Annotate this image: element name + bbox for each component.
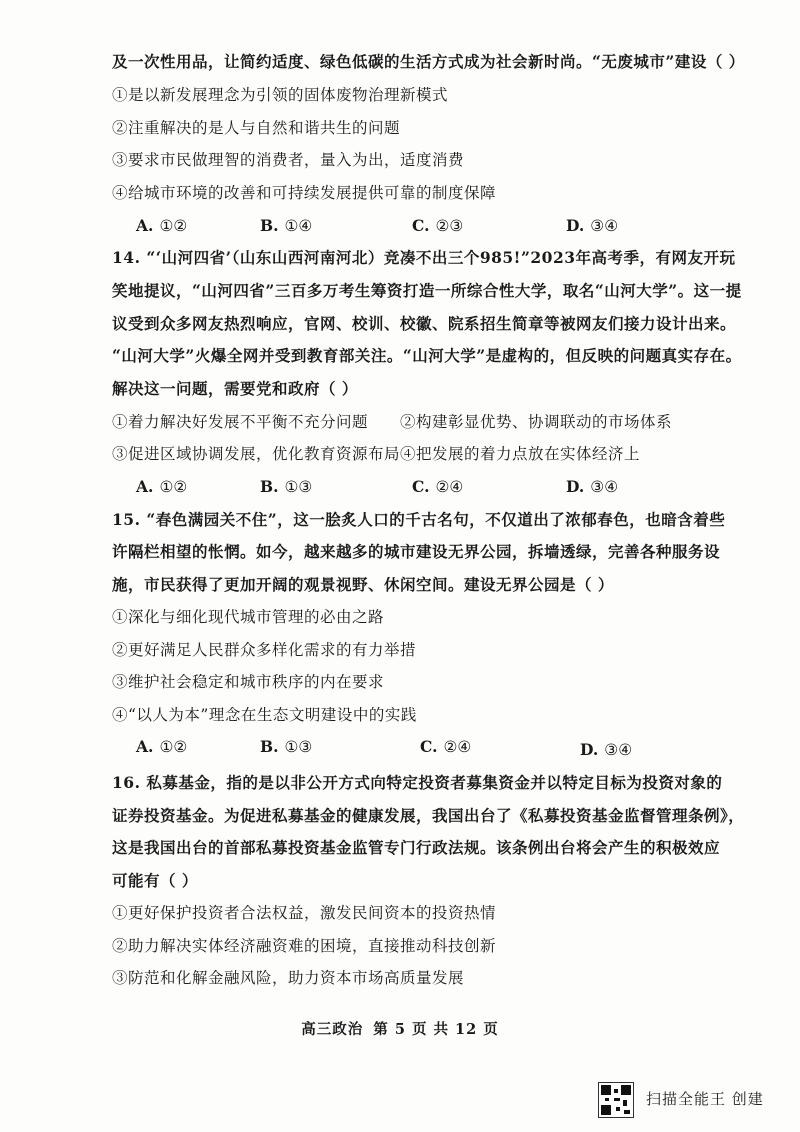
q16-statement-1: ①更好保护投资者合法权益，激发民间资本的投资热情	[112, 904, 497, 922]
qr-code-icon	[598, 1082, 634, 1118]
q13-statement-1: ①是以新发展理念为引领的固体废物治理新模式	[112, 86, 449, 104]
q14-option-b: B. ①③	[260, 477, 313, 496]
q15-option-d: D. ③④	[580, 740, 633, 759]
q15-stem-line-2: 许隔栏相望的怅惘。如今，越来越多的城市建设无界公园，拆墙透绿，完善各种服务设	[112, 542, 721, 561]
q15-option-a: A. ①②	[136, 737, 188, 756]
q15-stem-line-1: 15. “春色满园关不住”，这一脍炙人口的千古名句，不仅道出了浓郁春色，也暗含着些	[112, 510, 726, 529]
q15-statement-3: ③维护社会稳定和城市秩序的内在要求	[112, 673, 385, 691]
q15-statement-1: ①深化与细化现代城市管理的必由之路	[112, 608, 385, 626]
q16-stem-line-1: 16. 私募基金，指的是以非公开方式向特定投资者募集资金并以特定目标为投资对象的	[112, 773, 723, 792]
q14-option-a: A. ①②	[136, 477, 188, 496]
footer-subject: 高三政治	[301, 1021, 364, 1038]
q16-statement-2: ②助力解决实体经济融资难的困境，直接推动科技创新	[112, 937, 497, 955]
page-footer	[0, 1018, 800, 1039]
q14-stem-line-2: 笑地提议，“山河四省”三百多万考生筹资打造一所综合性大学，取名“山河大学”。这一提	[112, 281, 742, 300]
q15-option-c: C. ②④	[420, 737, 472, 756]
q14-stem-line-4: “山河大学”火爆全网并受到教育部关注。“山河大学”是虚构的，但反映的问题真实存在。	[112, 346, 742, 365]
q13-option-d: D. ③④	[566, 216, 619, 235]
q14-stem-line-1: 14. “‘山河四省’（山东山西河南河北）竞凑不出三个985!”2023年高考季，有网友开玩	[112, 248, 736, 267]
q13-statement-2: ②注重解决的是人与自然和谐共生的问题	[112, 119, 401, 137]
q15-statement-4: ④“以人为本”理念在生态文明建设中的实践	[112, 706, 417, 724]
q15-option-b: B. ①③	[260, 737, 313, 756]
q13-option-a: A. ①②	[136, 216, 188, 235]
q13-option-b: B. ①④	[260, 216, 313, 235]
q15-statement-2: ②更好满足人民群众多样化需求的有力举措	[112, 641, 417, 659]
q13-statement-4: ④给城市环境的改善和可持续发展提供可靠的制度保障	[112, 184, 497, 202]
q16-stem-line-4: 可能有（ ）	[112, 871, 198, 890]
q16-statement-3: ③防范和化解金融风险，助力资本市场高质量发展	[112, 969, 465, 987]
footer-page-number: 第 5 页 共 12 页	[373, 1021, 499, 1038]
q13-option-c: C. ②③	[412, 216, 464, 235]
scanner-watermark-label: 扫描全能王 创建	[646, 1090, 764, 1108]
q16-stem-line-2: 证券投资基金。为促进私募基金的健康发展，我国出台了《私募投资基金监督管理条例》，	[112, 806, 745, 825]
q14-stem-line-5: 解决这一问题，需要党和政府（ ）	[112, 379, 358, 398]
q15-stem-line-3: 施，市民获得了更加开阔的观景视野、休闲空间。建设无界公园是（ ）	[112, 575, 614, 594]
q14-statements-line-1: ①着力解决好发展不平衡不充分问题 ②构建彰显优势、协调联动的市场体系	[112, 413, 673, 431]
q14-stem-line-3: 议受到众多网友热烈响应，官网、校训、校徽、院系招生简章等被网友们接力设计出来。	[112, 314, 737, 333]
q13-stem-tail: 及一次性用品，让简约适度、绿色低碳的生活方式成为社会新时尚。“无废城市”建设（ ）	[112, 52, 745, 71]
q14-option-c: C. ②④	[412, 477, 464, 496]
q14-statements-line-2: ③促进区域协调发展，优化教育资源布局④把发展的着力点放在实体经济上	[112, 445, 641, 463]
q14-option-d: D. ③④	[566, 477, 619, 496]
q16-stem-line-3: 这是我国出台的首部私募投资基金监管专门行政法规。该条例出台将会产生的积极效应	[112, 838, 721, 857]
q13-statement-3: ③要求市民做理智的消费者，量入为出，适度消费	[112, 151, 465, 169]
